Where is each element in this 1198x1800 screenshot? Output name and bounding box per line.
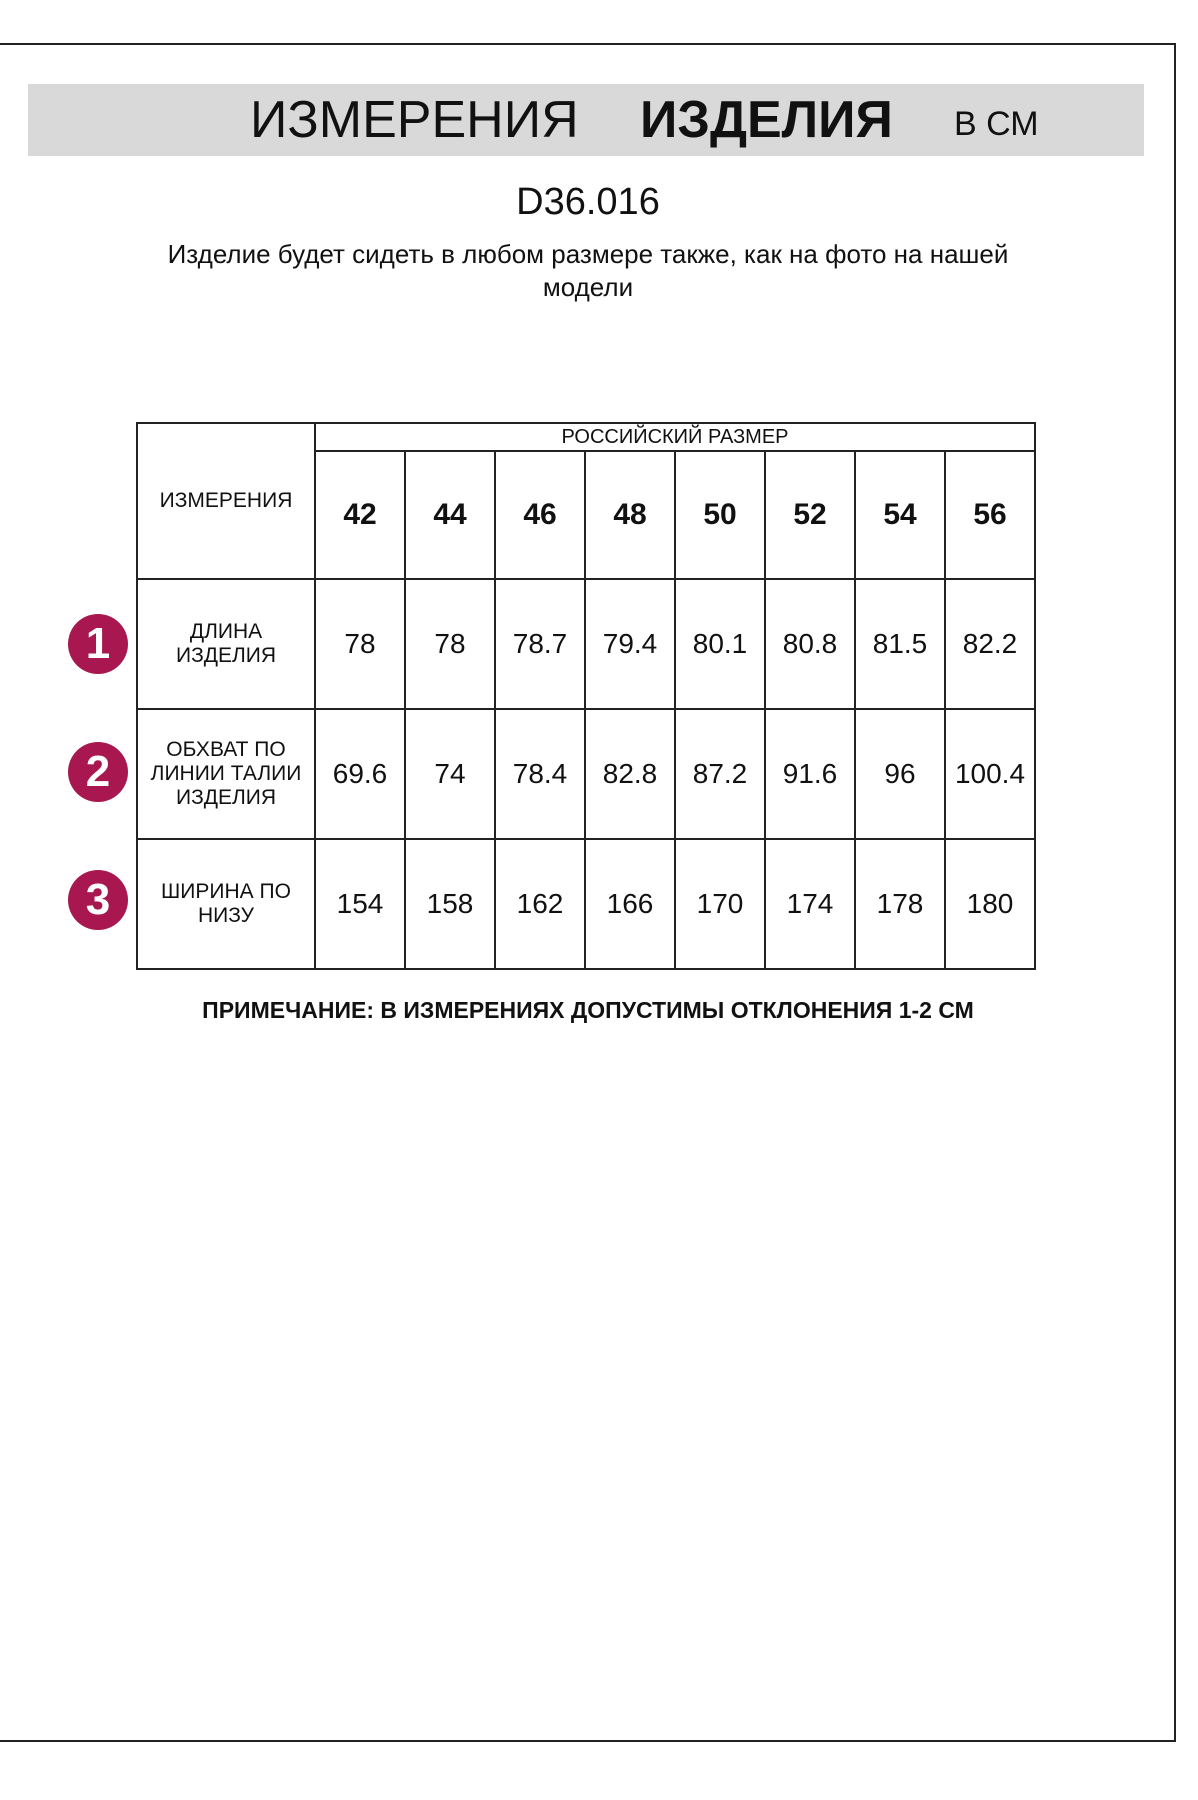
table-cell: 174: [765, 839, 855, 969]
size-table: [136, 422, 1036, 970]
tolerance-note: ПРИМЕЧАНИЕ: В ИЗМЕРЕНИЯХ ДОПУСТИМЫ ОТКЛОНЕНИЯ 1-2 СМ: [202, 997, 974, 1023]
header-word-unit: В СМ: [954, 105, 1039, 143]
table-cell: 78.4: [495, 709, 585, 839]
table-cell: 166: [585, 839, 675, 969]
table-cell: 69.6: [315, 709, 405, 839]
table-cell: 154: [315, 839, 405, 969]
table-row: [137, 839, 1035, 969]
table-cell: 79.4: [585, 579, 675, 709]
fit-note: Изделие будет сидеть в любом размере также, как на фото на нашей модели: [167, 239, 1009, 302]
badge-3: 3: [68, 870, 128, 930]
table-cell: 80.1: [675, 579, 765, 709]
table-cell: 162: [495, 839, 585, 969]
table-cell: 78.7: [495, 579, 585, 709]
size-header: 52: [765, 451, 855, 579]
size-header: 46: [495, 451, 585, 579]
table-cell: 178: [855, 839, 945, 969]
table-cell: 82.8: [585, 709, 675, 839]
table-cell: 180: [945, 839, 1035, 969]
badge-1: 1: [68, 614, 128, 674]
measurement-label: ШИРИНА ПО НИЗУ: [137, 839, 315, 969]
size-header: 48: [585, 451, 675, 579]
table-cell: 74: [405, 709, 495, 839]
table-cell: 87.2: [675, 709, 765, 839]
measurement-label: ДЛИНА ИЗДЕЛИЯ: [137, 579, 315, 709]
table-cell: 81.5: [855, 579, 945, 709]
table-cell: 158: [405, 839, 495, 969]
corner-label: ИЗМЕРЕНИЯ: [137, 423, 315, 579]
size-header: 44: [405, 451, 495, 579]
size-group-title: РОССИЙСКИЙ РАЗМЕР: [315, 423, 1035, 451]
table-cell: 91.6: [765, 709, 855, 839]
table-cell: 82.2: [945, 579, 1035, 709]
table-cell: 78: [405, 579, 495, 709]
header-word-measurements: ИЗМЕРЕНИЯ: [250, 91, 579, 149]
measurement-label: ОБХВАТ ПО ЛИНИИ ТАЛИИ ИЗДЕЛИЯ: [137, 709, 315, 839]
table-cell: 80.8: [765, 579, 855, 709]
table-row: [137, 579, 1035, 709]
table-cell: 100.4: [945, 709, 1035, 839]
size-header: 42: [315, 451, 405, 579]
article-number: D36.016: [516, 181, 660, 223]
size-header: 54: [855, 451, 945, 579]
size-header: 50: [675, 451, 765, 579]
badge-2: 2: [68, 742, 128, 802]
size-header: 56: [945, 451, 1035, 579]
table-cell: 96: [855, 709, 945, 839]
table-row: [137, 709, 1035, 839]
header-word-product: ИЗДЕЛИЯ: [640, 91, 893, 149]
table-cell: 78: [315, 579, 405, 709]
table-cell: 170: [675, 839, 765, 969]
